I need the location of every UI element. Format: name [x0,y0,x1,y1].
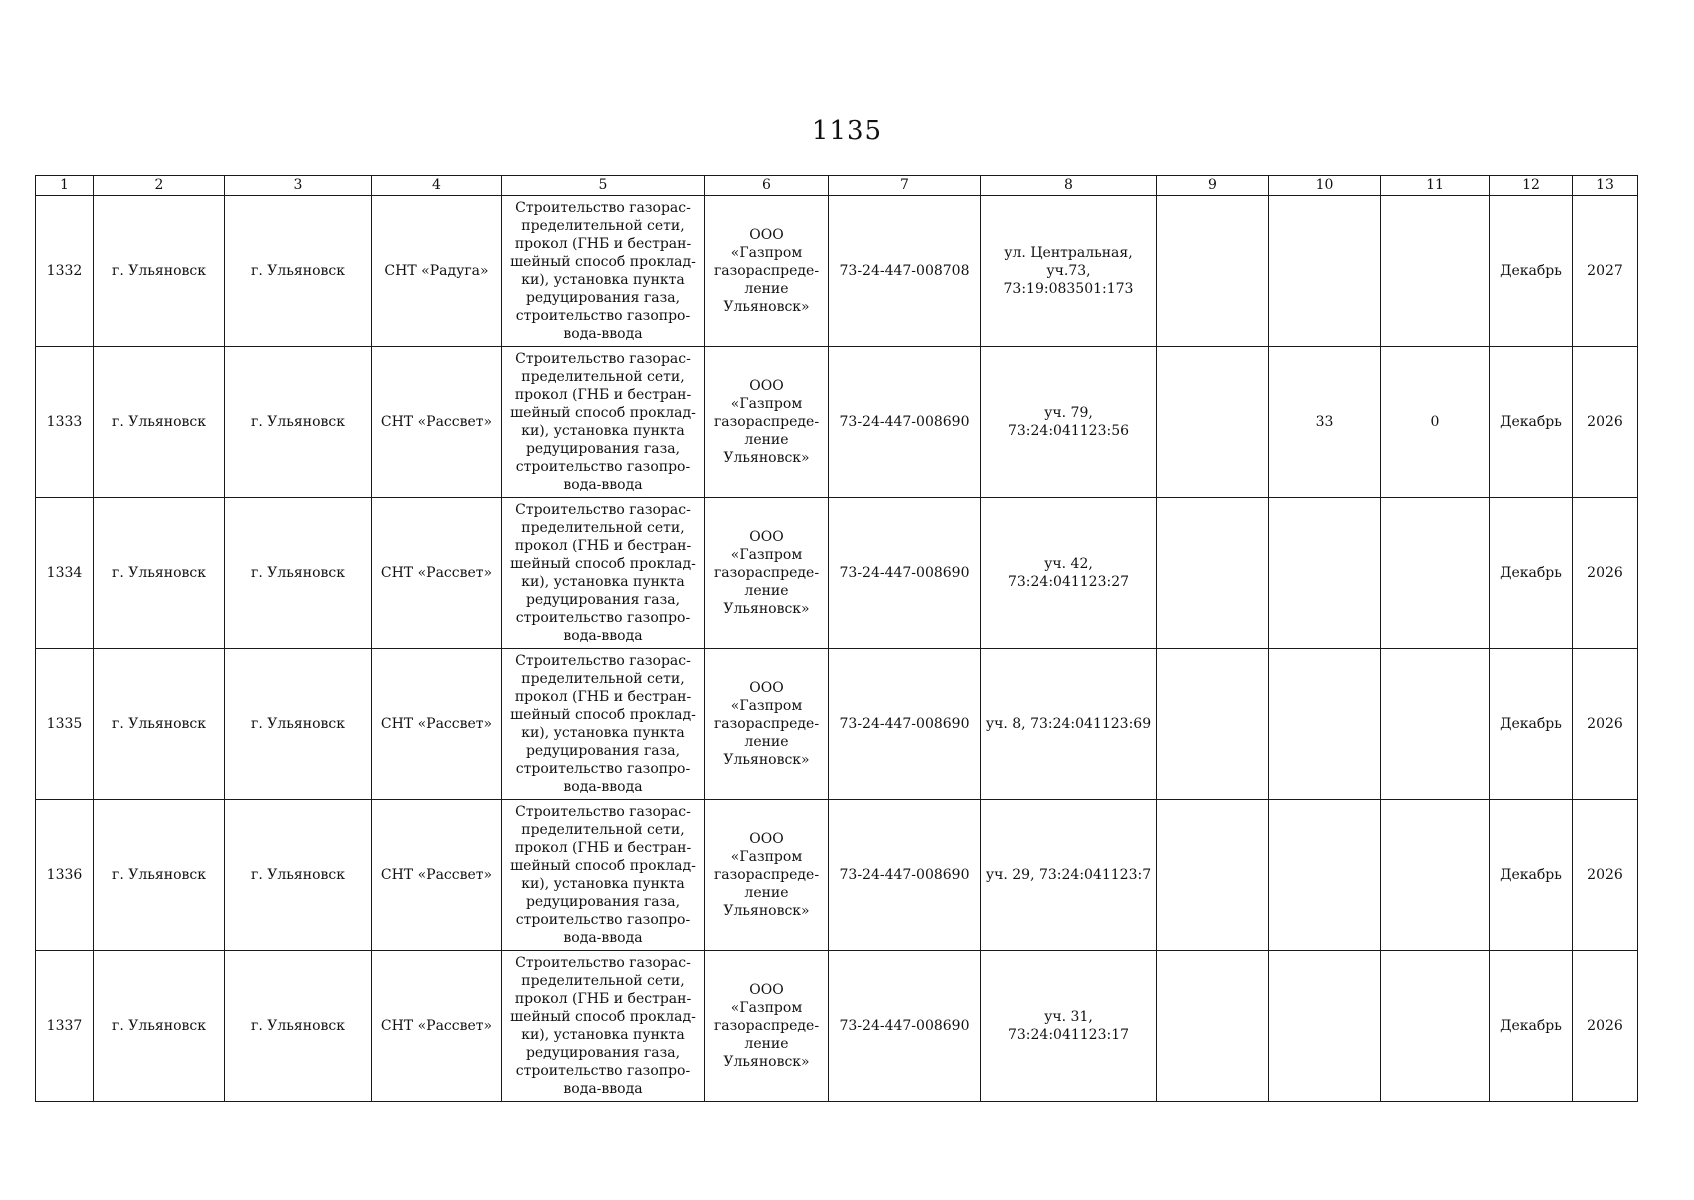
column-header: 2 [94,176,225,196]
address-text: уч. 42, 73:24:041123:27 [1007,556,1130,590]
column-9-cell [1157,649,1269,800]
column-header: 1 [36,176,94,196]
column-9-cell [1157,800,1269,951]
organization-cell [705,649,829,800]
organization-name: ООО «Газпром газораспреде- ление Ульяновск» [713,831,820,919]
city-cell: г. Ульяновск [94,347,225,498]
snt-cell: СНТ «Рассвет» [372,649,502,800]
row-number: 1332 [36,196,94,347]
organization-cell [705,347,829,498]
column-11-cell: 0 [1381,347,1490,498]
row-number: 1334 [36,498,94,649]
settlement-cell: г. Ульяновск [225,196,372,347]
column-header: 4 [372,176,502,196]
table-row [36,196,1638,347]
column-10-cell [1269,649,1381,800]
address-text: уч. 79, 73:24:041123:56 [1007,405,1130,439]
organization-cell [705,498,829,649]
column-number-row [36,176,1638,196]
settlement-cell: г. Ульяновск [225,347,372,498]
table-row [36,951,1638,1102]
snt-cell: СНТ «Радуга» [372,196,502,347]
settlement-cell: г. Ульяновск [225,951,372,1102]
column-10-cell [1269,196,1381,347]
snt-cell: СНТ «Рассвет» [372,347,502,498]
address-text: уч. 29, 73:24:041123:7 [985,867,1152,883]
column-10-cell [1269,498,1381,649]
snt-cell: СНТ «Рассвет» [372,498,502,649]
work-description: Строительство газорас- пределительной сети, прокол (ГНБ и бестран- шейный способ проклад- ки), установка пункта редуцирования газа, строительство газопро- вода-ввода [510,502,696,644]
table-row [36,649,1638,800]
month-cell: Декабрь [1490,951,1573,1102]
organization-cell [705,800,829,951]
work-description: Строительство газорас- пределительной сети, прокол (ГНБ и бестран- шейный способ проклад- ки), установка пункта редуцирования газа, строительство газопро- вода-ввода [510,804,696,946]
column-header: 11 [1381,176,1490,196]
column-9-cell [1157,347,1269,498]
code-cell: 73-24-447-008690 [829,347,981,498]
column-header: 8 [981,176,1157,196]
snt-cell: СНТ «Рассвет» [372,800,502,951]
organization-name: ООО «Газпром газораспреде- ление Ульяновск» [713,680,820,768]
code-cell: 73-24-447-008690 [829,800,981,951]
table-body [36,196,1638,1102]
row-number: 1335 [36,649,94,800]
work-description: Строительство газорас- пределительной сети, прокол (ГНБ и бестран- шейный способ проклад- ки), установка пункта редуцирования газа, строительство газопро- вода-ввода [510,351,696,493]
city-cell: г. Ульяновск [94,649,225,800]
column-9-cell [1157,498,1269,649]
year-cell: 2026 [1573,800,1638,951]
settlement-cell: г. Ульяновск [225,498,372,649]
work-description-cell [502,498,705,649]
work-description-cell [502,347,705,498]
column-11-cell [1381,951,1490,1102]
column-9-cell [1157,196,1269,347]
work-description-cell [502,649,705,800]
organization-cell [705,951,829,1102]
address-cell [981,196,1157,347]
organization-name: ООО «Газпром газораспреде- ление Ульяновск» [713,529,820,617]
city-cell: г. Ульяновск [94,196,225,347]
work-description-cell [502,800,705,951]
address-cell [981,800,1157,951]
column-9-cell [1157,951,1269,1102]
address-cell [981,498,1157,649]
table-row [36,347,1638,498]
code-cell: 73-24-447-008690 [829,951,981,1102]
month-cell: Декабрь [1490,649,1573,800]
work-description: Строительство газорас- пределительной сети, прокол (ГНБ и бестран- шейный способ проклад- ки), установка пункта редуцирования газа, строительство газопро- вода-ввода [510,955,696,1097]
year-cell: 2027 [1573,196,1638,347]
address-cell [981,951,1157,1102]
work-description: Строительство газорас- пределительной сети, прокол (ГНБ и бестран- шейный способ проклад- ки), установка пункта редуцирования газа, строительство газопро- вода-ввода [510,200,696,342]
address-cell [981,649,1157,800]
work-description-cell [502,196,705,347]
city-cell: г. Ульяновск [94,951,225,1102]
column-header: 13 [1573,176,1638,196]
code-cell: 73-24-447-008690 [829,498,981,649]
month-cell: Декабрь [1490,196,1573,347]
column-10-cell: 33 [1269,347,1381,498]
column-11-cell [1381,196,1490,347]
year-cell: 2026 [1573,951,1638,1102]
city-cell: г. Ульяновск [94,498,225,649]
row-number: 1336 [36,800,94,951]
organization-cell [705,196,829,347]
code-cell: 73-24-447-008690 [829,649,981,800]
address-text: уч. 8, 73:24:041123:69 [985,716,1152,732]
snt-cell: СНТ «Рассвет» [372,951,502,1102]
address-cell [981,347,1157,498]
work-description: Строительство газорас- пределительной сети, прокол (ГНБ и бестран- шейный способ проклад- ки), установка пункта редуцирования газа, строительство газопро- вода-ввода [510,653,696,795]
year-cell: 2026 [1573,347,1638,498]
column-header: 5 [502,176,705,196]
column-header: 10 [1269,176,1381,196]
month-cell: Декабрь [1490,800,1573,951]
settlement-cell: г. Ульяновск [225,800,372,951]
column-10-cell [1269,800,1381,951]
month-cell: Декабрь [1490,498,1573,649]
schedule-table [35,175,1638,1102]
work-description-cell [502,951,705,1102]
row-number: 1337 [36,951,94,1102]
organization-name: ООО «Газпром газораспреде- ление Ульяновск» [713,982,820,1070]
row-number: 1333 [36,347,94,498]
city-cell: г. Ульяновск [94,800,225,951]
column-header: 12 [1490,176,1573,196]
column-11-cell [1381,800,1490,951]
table-row [36,800,1638,951]
organization-name: ООО «Газпром газораспреде- ление Ульяновск» [713,227,820,315]
column-header: 3 [225,176,372,196]
page-number: 1135 [811,116,883,146]
column-10-cell [1269,951,1381,1102]
year-cell: 2026 [1573,649,1638,800]
settlement-cell: г. Ульяновск [225,649,372,800]
column-header: 6 [705,176,829,196]
column-header: 9 [1157,176,1269,196]
column-11-cell [1381,498,1490,649]
column-11-cell [1381,649,1490,800]
address-text: ул. Центральная, уч.73, 73:19:083501:173 [1003,245,1134,297]
table-row [36,498,1638,649]
column-header: 7 [829,176,981,196]
organization-name: ООО «Газпром газораспреде- ление Ульяновск» [713,378,820,466]
month-cell: Декабрь [1490,347,1573,498]
table-header [36,176,1638,196]
year-cell: 2026 [1573,498,1638,649]
code-cell: 73-24-447-008708 [829,196,981,347]
address-text: уч. 31, 73:24:041123:17 [1007,1009,1130,1043]
